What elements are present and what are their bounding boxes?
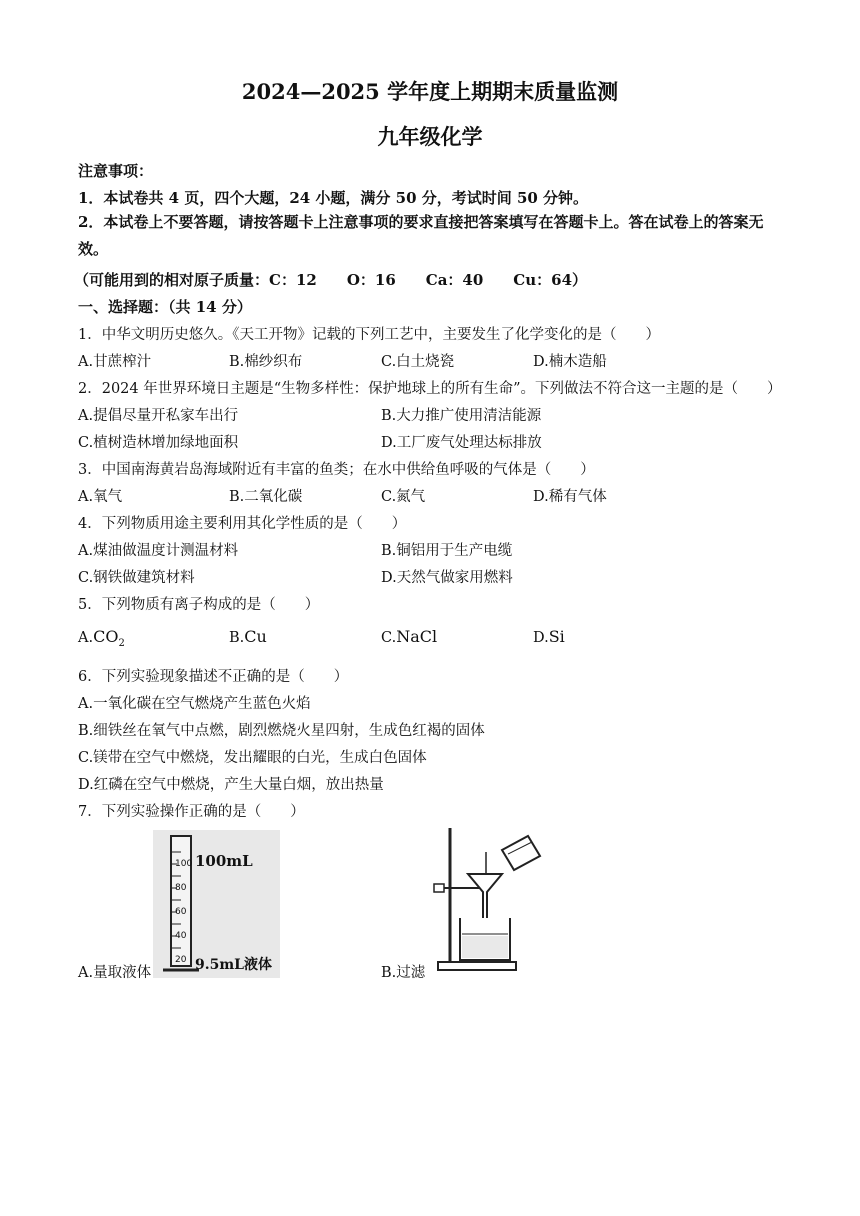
option-letter: A. xyxy=(78,630,94,646)
q7-option-b: B.过滤 xyxy=(381,965,426,981)
question-3-stem: 3．中国南海黄岩岛海域附近有丰富的鱼类；在水中供给鱼呼吸的气体是（ ） xyxy=(78,462,595,478)
q2-option-c: C.植树造林增加绿地面积 xyxy=(78,435,239,451)
q4-option-a: A.煤油做温度计测温材料 xyxy=(78,543,239,559)
q6-option-b: B.细铁丝在氧气中点燃，剧烈燃烧火星四射，生成色红褐的固体 xyxy=(78,723,485,739)
q3-option-c: C.氮气 xyxy=(381,489,426,505)
option-letter: B. xyxy=(229,630,245,646)
graduated-cylinder-figure xyxy=(153,830,280,978)
q2-option-b: B.大力推广使用清洁能源 xyxy=(381,408,542,424)
filtration-apparatus-icon xyxy=(428,822,552,976)
q7-option-a: A.量取液体 xyxy=(78,965,152,981)
cylinder-liquid-note: 9.5mL液体 xyxy=(195,957,273,973)
tick-label: 40 xyxy=(175,931,187,941)
question-7-stem: 7．下列实验操作正确的是（ ） xyxy=(78,804,305,820)
tick-label: 80 xyxy=(175,883,187,893)
cylinder-capacity-label: 100mL xyxy=(195,852,253,870)
filtration-figure xyxy=(428,822,552,976)
q4-option-b: B.铜铝用于生产电缆 xyxy=(381,543,513,559)
formula: CO xyxy=(93,627,119,646)
section-heading: 一、选择题：（共 14 分） xyxy=(78,298,252,316)
notice-item-2: 2．本试卷上不要答题，请按答题卡上注意事项的要求直接把答案填写在答题卡上。答在试卷上的答案无效。 xyxy=(78,213,764,258)
q6-option-c: C.镁带在空气中燃烧，发出耀眼的白光，生成白色固体 xyxy=(78,750,427,766)
option-letter: D. xyxy=(533,630,549,646)
formula: Cu xyxy=(244,627,267,646)
question-5-stem: 5．下列物质有离子构成的是（ ） xyxy=(78,597,320,613)
question-1-stem: 1．中华文明历史悠久。《天工开物》记载的下列工艺中，主要发生了化学变化的是（ ） xyxy=(78,327,660,343)
question-6-stem: 6．下列实验现象描述不正确的是（ ） xyxy=(78,669,349,685)
cylinder-tick-labels xyxy=(175,852,192,972)
q5-option-b xyxy=(229,627,267,646)
question-4-stem: 4．下列物质用途主要利用其化学性质的是（ ） xyxy=(78,516,407,532)
q4-option-c: C.钢铁做建筑材料 xyxy=(78,570,195,586)
question-2-stem: 2．2024 年世界环境日主题是“生物多样性：保护地球上的所有生命”。下列做法不符合这一主题的是（ ） xyxy=(78,381,782,397)
formula: NaCl xyxy=(396,627,438,646)
q5-option-d xyxy=(533,627,565,646)
tick-label: 20 xyxy=(175,955,187,965)
q6-option-a: A.一氧化碳在空气燃烧产生蓝色火焰 xyxy=(78,696,311,712)
tick-label: 60 xyxy=(175,907,187,917)
q1-option-a: A.甘蔗榨汁 xyxy=(78,354,152,370)
formula: Si xyxy=(548,627,565,646)
q1-option-d: D.楠木造船 xyxy=(533,354,607,370)
notice-item-1: 1．本试卷共 4 页，四个大题，24 小题，满分 50 分，考试时间 50 分钟。 xyxy=(78,189,589,207)
q5-option-c xyxy=(381,627,437,646)
q1-option-c: C.白土烧瓷 xyxy=(381,354,455,370)
q4-option-d: D.天然气做家用燃料 xyxy=(381,570,513,586)
atomic-masses: （可能用到的相对原子质量：C：12 O：16 Ca：40 Cu：64） xyxy=(74,271,588,289)
q5-option-a xyxy=(78,627,125,649)
option-letter: C. xyxy=(381,630,397,646)
q2-option-d: D.工厂废气处理达标排放 xyxy=(381,435,542,451)
tick-label: 100 xyxy=(175,859,193,869)
q6-option-d: D.红磷在空气中燃烧，产生大量白烟，放出热量 xyxy=(78,777,384,793)
exam-subtitle: 九年级化学 xyxy=(377,124,483,149)
q3-option-d: D.稀有气体 xyxy=(533,489,607,505)
q3-option-b: B.二氧化碳 xyxy=(229,489,303,505)
exam-title: 2024—2025 学年度上期期末质量监测 xyxy=(241,79,619,104)
q2-option-a: A.提倡尽量开私家车出行 xyxy=(78,408,239,424)
formula-subscript: 2 xyxy=(118,637,125,649)
q3-option-a: A.氧气 xyxy=(78,489,123,505)
notice-heading: 注意事项： xyxy=(78,162,154,180)
q1-option-b: B.棉纱织布 xyxy=(229,354,303,370)
